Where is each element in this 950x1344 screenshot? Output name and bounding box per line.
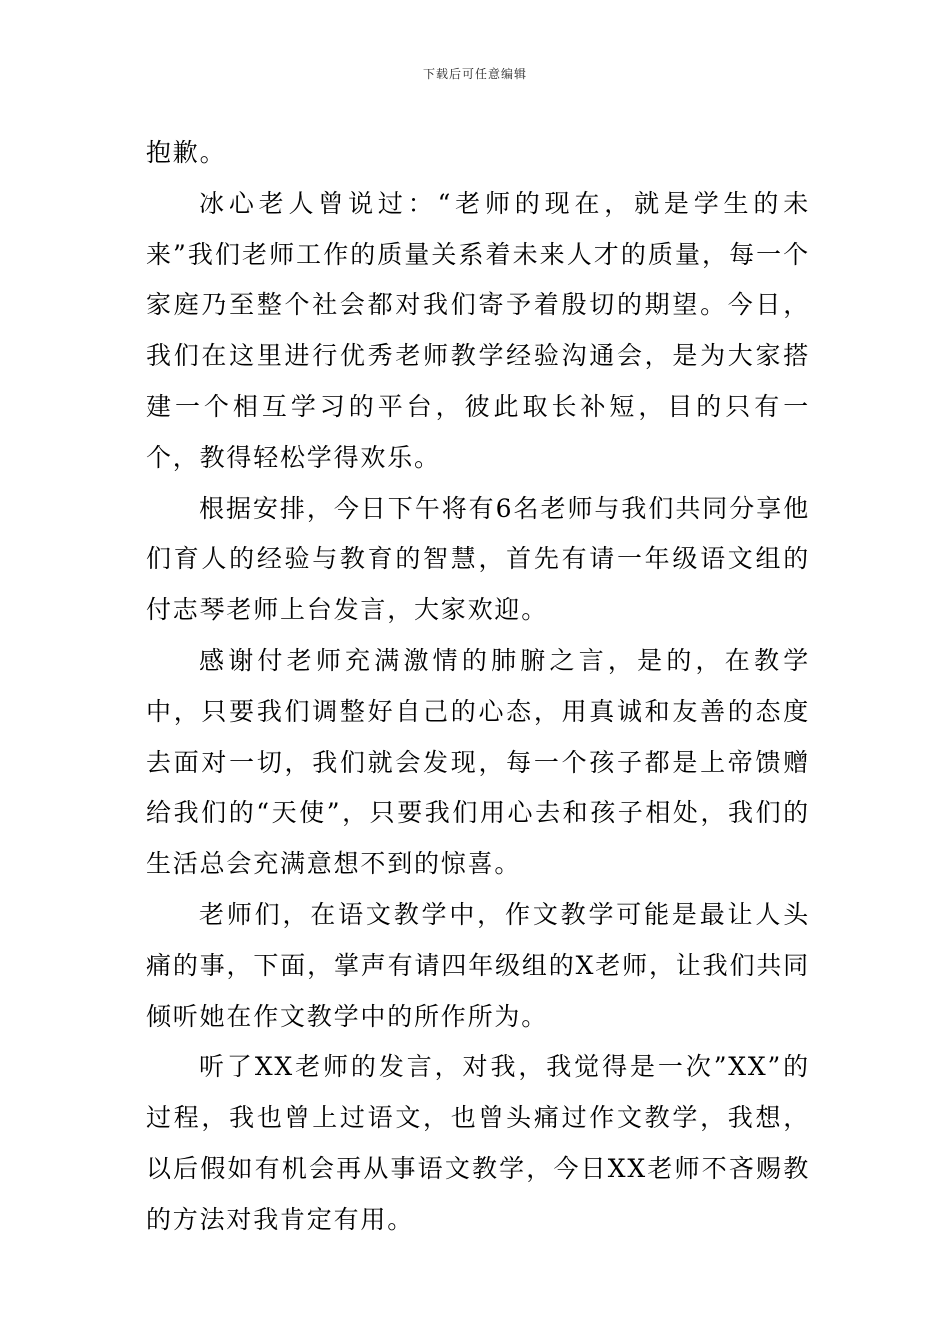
paragraph: 根据安排，今日下午将有6名老师与我们共同分享他们育人的经验与教育的智慧，首先有请一年级语文组的付志琴老师上台发言，大家欢迎。 xyxy=(146,493,810,625)
paragraph: 冰心老人曾说过：“老师的现在，就是学生的未来”我们老师工作的质量关系着未来人才的质量，每一个家庭乃至整个社会都对我们寄予着殷切的期望。今日，我们在这里进行优秀老师教学经验沟通会，是为大家搭建一个相互学习的平台，彼此取长补短，目的只有一个，教得轻松学得欢乐。 xyxy=(146,188,810,472)
paragraph: 老师们，在语文教学中，作文教学可能是最让人头痛的事，下面，掌声有请四年级组的X老师，让我们共同倾听她在作文教学中的所作所为。 xyxy=(146,899,810,1031)
page-header: 下载后可任意编辑 xyxy=(422,67,527,81)
document-body xyxy=(146,128,810,1246)
paragraph: 听了XX老师的发言，对我，我觉得是一次”XX”的过程，我也曾上过语文，也曾头痛过作文教学，我想，以后假如有机会再从事语文教学，今日XX老师不吝赐教的方法对我肯定有用。 xyxy=(146,1052,810,1234)
paragraph: 抱歉。 xyxy=(146,138,227,167)
paragraph: 感谢付老师充满激情的肺腑之言，是的，在教学中，只要我们调整好自己的心态，用真诚和友善的态度去面对一切，我们就会发现，每一个孩子都是上帝馈赠给我们的“天使”，只要我们用心去和孩子相处，我们的生活总会充满意想不到的惊喜。 xyxy=(146,645,810,879)
